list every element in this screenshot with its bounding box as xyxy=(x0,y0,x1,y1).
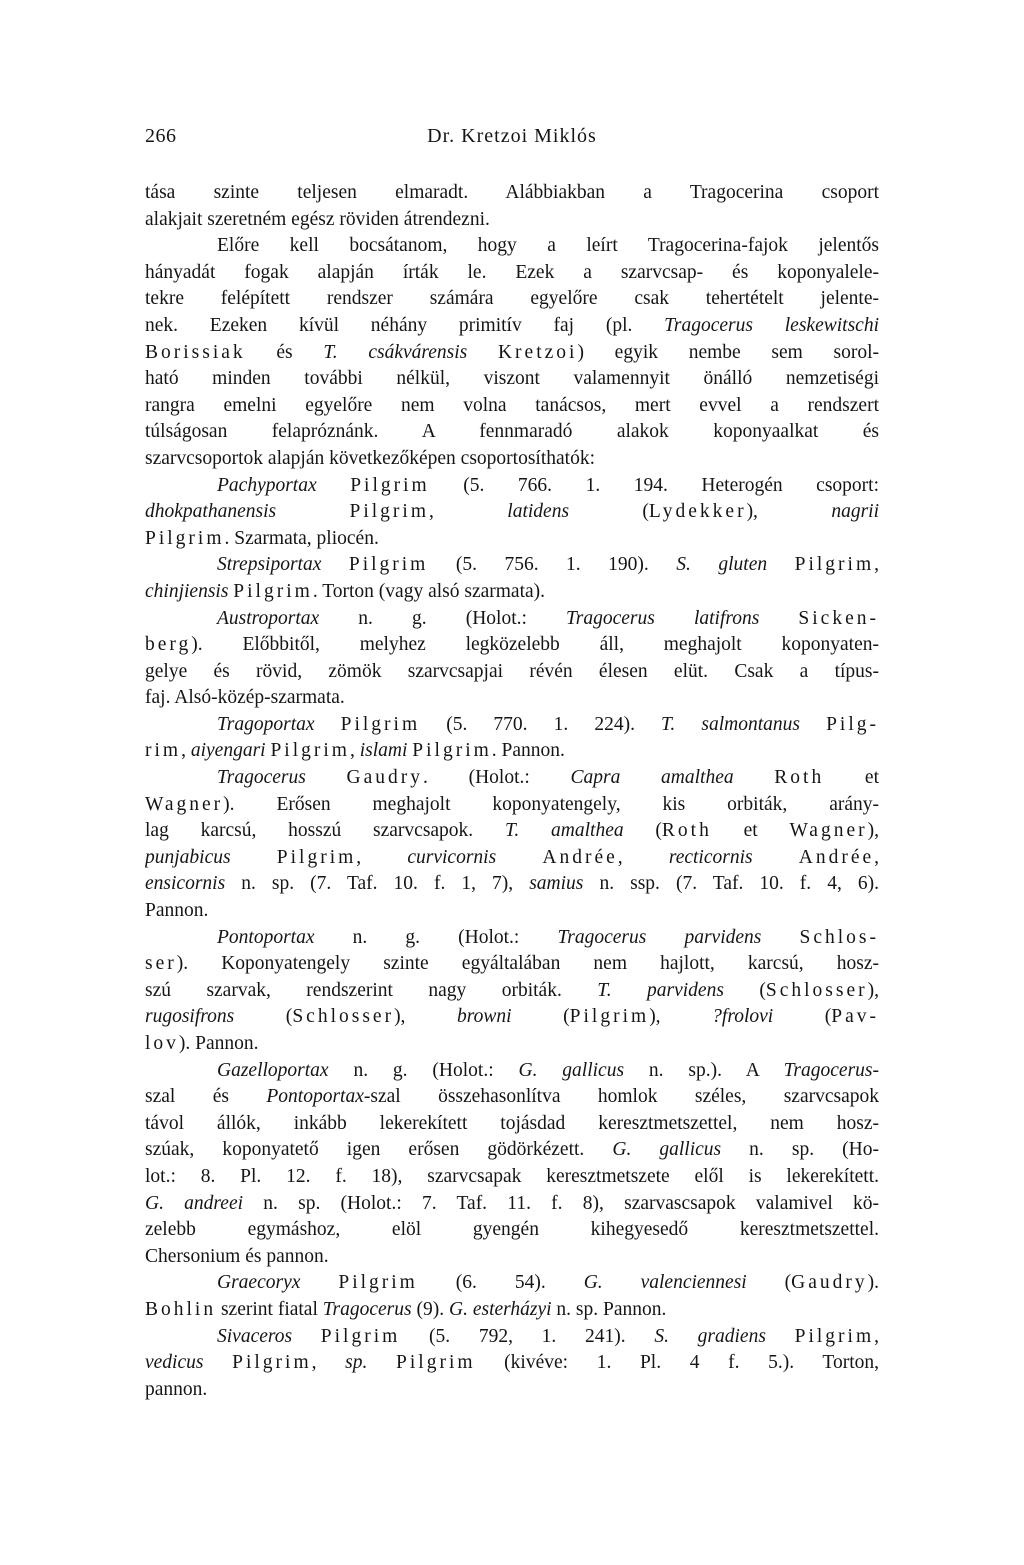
spaced-author-name: Kretzoi xyxy=(497,341,578,363)
spaced-author-name: Pilgrim xyxy=(349,501,429,523)
spaced-author-name: Andrée xyxy=(542,846,618,868)
text-span: ( xyxy=(234,1006,293,1028)
text-span: et xyxy=(824,767,879,789)
paragraph xyxy=(145,925,879,1058)
text-span: . Torton (vagy alsó szarmata). xyxy=(312,580,546,602)
italic-text: ?frolovi xyxy=(712,1006,774,1028)
text-span: ( xyxy=(773,1006,832,1028)
text-span xyxy=(767,554,794,575)
spaced-author-name: Gaudry xyxy=(346,767,424,789)
italic-text: samius xyxy=(529,873,584,895)
text-span: távol állók, inkább lekerekített tojásdad keresztmetszettel, nem hosz- xyxy=(145,1112,879,1134)
text-line xyxy=(145,260,879,287)
italic-text: G. andreei xyxy=(145,1192,244,1214)
italic-text: G. valenciennesi xyxy=(583,1272,747,1294)
italic-text: aiyengari xyxy=(190,740,266,762)
text-span: n. sp.). A xyxy=(624,1059,784,1081)
spaced-author-name: Pilgrim xyxy=(794,1325,875,1347)
running-title: Dr. Kretzoi Miklós xyxy=(427,125,597,147)
text-span: szarvcsoportok alapján következőképen csoportosíthatók: xyxy=(145,447,595,469)
text-span: (5. 756. 1. 190). xyxy=(428,554,677,576)
spaced-author-name: Lydekker xyxy=(648,501,747,523)
spaced-author-name: lov xyxy=(145,1033,179,1054)
text-span: ( xyxy=(569,501,649,523)
text-span xyxy=(800,714,826,735)
text-span: lot.: 8. Pl. 12. f. 18), szarvcsapak keresztmetszete elől is lekerekített. xyxy=(145,1165,879,1187)
text-span: szú szarvak, rendszerint nagy orbiták. xyxy=(145,979,598,1001)
text-line xyxy=(145,606,879,633)
text-line xyxy=(145,1217,879,1244)
italic-text: G. gallicus xyxy=(518,1059,625,1081)
spaced-author-name: Pilgrim xyxy=(794,554,875,576)
text-span xyxy=(315,714,341,735)
text-span: ( xyxy=(746,1272,792,1294)
spaced-author-name: Sicken- xyxy=(798,607,879,629)
spaced-author-name: Pilgrim xyxy=(412,740,492,762)
spaced-author-name: Schlosser xyxy=(765,979,868,1001)
text-span: zelebb egymáshoz, elöl gyengén kihegyesedő keresztmetszettel. xyxy=(145,1219,879,1241)
text-line xyxy=(145,473,879,500)
italic-text: Capra amalthea xyxy=(570,767,734,789)
text-span: , xyxy=(874,554,879,576)
text-span: ( xyxy=(723,979,766,1001)
text-line xyxy=(145,1270,879,1297)
italic-text: Pachyportax xyxy=(217,474,317,496)
text-span: rangra emelni egyelőre nem volna tanácsos, mert evvel a rendszert xyxy=(145,394,879,416)
text-span: n. sp. (Ho- xyxy=(721,1139,879,1161)
text-line xyxy=(145,738,879,765)
text-span: . (Holot.: xyxy=(423,767,571,789)
spaced-author-name: Pilgrim xyxy=(569,1006,650,1028)
paragraph xyxy=(145,1324,879,1404)
text-span: szerint fiatal xyxy=(216,1298,323,1320)
text-line xyxy=(145,951,879,978)
text-line xyxy=(145,659,879,686)
text-line xyxy=(145,765,879,792)
spaced-author-name: Pilg- xyxy=(826,713,879,735)
spaced-author-name: Pilgrim xyxy=(320,1325,401,1347)
italic-text: Strepsiportax xyxy=(217,554,322,576)
text-line xyxy=(145,1350,879,1377)
spaced-author-name: Roth xyxy=(774,767,825,789)
italic-text: rugosifrons xyxy=(145,1006,235,1028)
text-span: ). Előbbitől, melyhez legközelebb áll, meghajolt koponyaten- xyxy=(191,634,879,656)
italic-text: Graecoryx xyxy=(217,1272,301,1294)
text-span: . Pannon. xyxy=(491,740,565,762)
paragraph xyxy=(145,233,879,472)
text-span: faj. Alsó-közép-szarmata. xyxy=(145,687,345,709)
text-line xyxy=(145,1324,879,1351)
text-line xyxy=(145,286,879,313)
text-span: és xyxy=(245,341,324,363)
spaced-author-name: Pilgrim xyxy=(338,1272,418,1294)
text-line xyxy=(145,712,879,739)
text-line xyxy=(145,978,879,1005)
text-line xyxy=(145,1084,879,1111)
text-span: (5. 770. 1. 224). xyxy=(420,713,662,735)
italic-text: browni xyxy=(457,1006,512,1028)
text-line xyxy=(145,419,879,446)
text-line xyxy=(145,552,879,579)
paragraph xyxy=(145,1270,879,1323)
paragraph xyxy=(145,765,879,925)
text-span: n. g. (Holot.: xyxy=(314,926,558,948)
text-line xyxy=(145,499,879,526)
spaced-author-name: Gaudry xyxy=(791,1272,868,1294)
italic-text: sp. xyxy=(345,1352,368,1374)
text-span xyxy=(367,1352,396,1373)
text-span xyxy=(467,342,498,363)
text-line xyxy=(145,233,879,260)
text-line xyxy=(145,685,879,712)
text-span: ). Erősen meghajolt koponyatengely, kis orbiták, arány- xyxy=(223,793,879,815)
text-span: nek. Ezeken kívül néhány primitív faj (pl. xyxy=(145,314,665,336)
italic-text: Tragoportax xyxy=(217,713,315,735)
text-span: ). xyxy=(867,1272,879,1294)
text-line xyxy=(145,340,879,367)
text-span: ), xyxy=(867,979,879,1001)
text-span: hányadát fogak alapján írták le. Ezek a szarvcsap- és koponyalele- xyxy=(145,261,879,283)
spaced-author-name: Pav- xyxy=(831,1006,879,1028)
text-line xyxy=(145,526,879,553)
text-line xyxy=(145,925,879,952)
text-span: Chersonium és pannon. xyxy=(145,1245,329,1267)
italic-text: T. amalthea xyxy=(504,820,624,842)
text-line xyxy=(145,1137,879,1164)
italic-text: S. gluten xyxy=(676,554,768,576)
italic-text: curvicornis xyxy=(407,846,497,868)
text-line xyxy=(145,1004,879,1031)
italic-text: Tragocerus leskewitschi xyxy=(664,314,879,336)
paragraph xyxy=(145,552,879,605)
text-span: , xyxy=(617,846,669,868)
text-span: n. sp. (Holot.: 7. Taf. 11. f. 8), szarvascsapok valamivel kö- xyxy=(243,1192,879,1214)
italic-text: Tragocerus xyxy=(217,767,306,789)
text-span: szal és xyxy=(145,1086,267,1108)
text-span: ható minden további nélkül, viszont valamennyit önálló nemzetiségi xyxy=(145,368,879,390)
italic-text: T. csákvárensis xyxy=(323,341,468,363)
text-span: , xyxy=(356,846,408,868)
spaced-author-name: Pilgrim xyxy=(270,740,350,762)
italic-text: S. gradiens xyxy=(654,1325,766,1347)
spaced-author-name: Schlos- xyxy=(799,926,879,948)
spaced-author-name: Borissiak xyxy=(145,341,246,363)
italic-text: G. gallicus xyxy=(612,1139,722,1161)
text-line xyxy=(145,792,879,819)
italic-text: Sivaceros xyxy=(217,1325,293,1347)
text-line xyxy=(145,632,879,659)
paragraph xyxy=(145,180,879,233)
text-span: ). Pannon. xyxy=(178,1033,259,1054)
italic-text: recticornis xyxy=(668,846,753,868)
text-span xyxy=(300,1272,338,1293)
spaced-author-name: Pilgrim xyxy=(396,1352,476,1374)
text-span xyxy=(321,554,348,575)
text-span: ) egyik nembe sem sorol- xyxy=(577,341,879,363)
text-span: ( xyxy=(511,1006,570,1028)
text-line xyxy=(145,1111,879,1138)
text-line xyxy=(145,393,879,420)
text-span: Előre kell bocsátanom, hogy a leírt Tragocerina-fajok jelentős xyxy=(217,235,879,257)
spaced-author-name: Wagner xyxy=(145,793,224,815)
text-line xyxy=(145,313,879,340)
italic-text: punjabicus xyxy=(145,846,231,868)
text-line xyxy=(145,845,879,872)
spaced-author-name: Pilgrim xyxy=(340,713,421,735)
text-line xyxy=(145,180,879,207)
text-line xyxy=(145,207,879,234)
italic-text: nagrii xyxy=(831,501,879,523)
text-span: ( xyxy=(623,820,662,842)
body-text xyxy=(145,180,879,1403)
text-span xyxy=(292,1326,321,1347)
text-line xyxy=(145,446,879,473)
text-line xyxy=(145,1058,879,1085)
text-span xyxy=(761,927,799,948)
italic-text: ensicornis xyxy=(145,873,226,895)
spaced-author-name: Bohlin xyxy=(145,1298,217,1320)
text-span: tekre felépített rendszer számára egyelőre csak tehertételt jelente- xyxy=(145,288,879,310)
text-span: n. ssp. (7. Taf. 10. f. 4, 6). xyxy=(583,873,879,895)
spaced-author-name: Schlosser xyxy=(292,1006,395,1028)
text-span xyxy=(759,608,798,629)
text-span xyxy=(231,847,277,868)
text-span: ), xyxy=(394,1006,458,1028)
text-span: (5. 792, 1. 241). xyxy=(400,1325,655,1347)
text-span: . Szarmata, pliocén. xyxy=(224,527,379,549)
text-span: tása szinte teljesen elmaradt. Alábbiakban a Tragocerina csoport xyxy=(145,182,879,203)
text-span: (kivéve: 1. Pl. 4 f. 5.). Torton, xyxy=(475,1352,879,1374)
text-span xyxy=(203,1352,232,1373)
italic-text: chinjiensis xyxy=(145,580,229,602)
paragraph xyxy=(145,606,879,712)
text-span: , xyxy=(429,501,508,523)
italic-text: T. parvidens xyxy=(597,979,724,1001)
spaced-author-name: ser xyxy=(145,953,177,975)
text-line xyxy=(145,1297,879,1324)
italic-text: Tragocerus xyxy=(322,1298,412,1320)
text-span: (5. 766. 1. 194. Heterogén csoport: xyxy=(429,474,879,496)
spaced-author-name: Pilgrim xyxy=(350,474,430,496)
italic-text: Pontoportax xyxy=(217,926,315,948)
text-line xyxy=(145,1191,879,1218)
text-span: szúak, koponyatető igen erősen gödörkézett. xyxy=(145,1139,613,1161)
italic-text: Tragocerus- xyxy=(783,1059,879,1081)
italic-text: Pontoportax xyxy=(266,1086,364,1108)
italic-text: Tragocerus latifrons xyxy=(566,607,760,629)
text-span: n. g. (Holot.: xyxy=(319,607,567,629)
text-span: n. sp. (7. Taf. 10. f. 1, 7), xyxy=(225,873,530,895)
italic-text: T. salmontanus xyxy=(661,713,800,735)
text-line xyxy=(145,871,879,898)
text-span: (9). xyxy=(411,1298,449,1320)
spaced-author-name: Pilgrim xyxy=(276,846,357,868)
text-span: ), xyxy=(867,820,879,842)
italic-text: Austroportax xyxy=(217,607,320,629)
text-span: -szal összehasonlítva homlok széles, szarvcsapok xyxy=(363,1086,879,1108)
text-span: et xyxy=(711,820,790,842)
paragraph xyxy=(145,473,879,553)
text-span: (6. 54). xyxy=(417,1272,584,1294)
text-span: , xyxy=(874,846,879,868)
text-line xyxy=(145,818,879,845)
spaced-author-name: berg xyxy=(145,634,192,656)
spaced-author-name: Pilgrim xyxy=(348,554,429,576)
spaced-author-name: Roth xyxy=(661,820,712,842)
text-span: n. sp. Pannon. xyxy=(551,1298,667,1320)
text-line xyxy=(145,579,879,606)
text-span: túlságosan felapróznánk. A fennmaradó alakok koponyaalkat és xyxy=(145,421,879,443)
text-span: Pannon. xyxy=(145,900,209,922)
spaced-author-name: Pilgrim xyxy=(233,580,313,602)
italic-text: Gazelloportax xyxy=(217,1059,329,1081)
text-line xyxy=(145,1377,879,1404)
text-span: ), xyxy=(746,501,832,523)
text-span: n. g. (Holot.: xyxy=(328,1059,519,1081)
text-span xyxy=(276,501,349,522)
text-span: gelye és rövid, zömök szarvcsapjai révén élesen elüt. Csak a típus- xyxy=(145,660,879,682)
paragraph xyxy=(145,1058,879,1271)
italic-text: latidens xyxy=(507,501,570,523)
spaced-author-name: Pilgrim xyxy=(232,1352,312,1374)
text-span: ), xyxy=(649,1006,713,1028)
text-span: alakjait szeretném egész röviden átrendezni. xyxy=(145,208,490,230)
text-line xyxy=(145,1031,879,1058)
spaced-author-name: rim xyxy=(145,740,182,762)
text-line xyxy=(145,366,879,393)
text-span xyxy=(306,767,347,788)
spaced-author-name: Pilgrim xyxy=(145,527,225,549)
text-line xyxy=(145,1244,879,1271)
text-span: pannon. xyxy=(145,1378,208,1400)
text-span: , xyxy=(311,1352,346,1374)
page-header xyxy=(0,125,1024,155)
text-span: lag karcsú, hosszú szarvcsapok. xyxy=(145,820,505,842)
italic-text: vedicus xyxy=(145,1352,204,1374)
text-span: , xyxy=(349,740,360,762)
paragraph xyxy=(145,712,879,765)
text-span: ). Koponyatengely szinte egyáltalában nem hajlott, karcsú, hosz- xyxy=(176,953,879,975)
text-line xyxy=(145,898,879,925)
text-span xyxy=(317,475,351,496)
italic-text: Tragocerus parvidens xyxy=(557,926,762,948)
text-span: , xyxy=(874,1325,879,1347)
text-span xyxy=(734,767,775,788)
italic-text: dhokpathanensis xyxy=(145,501,277,523)
text-span xyxy=(753,847,799,868)
spaced-author-name: Wagner xyxy=(789,820,868,842)
text-span xyxy=(496,847,542,868)
text-span: , xyxy=(181,740,191,762)
italic-text: islami xyxy=(359,740,408,762)
spaced-author-name: Andrée xyxy=(798,846,875,868)
italic-text: G. esterházyi xyxy=(449,1298,552,1320)
text-span xyxy=(766,1326,795,1347)
text-line xyxy=(145,1164,879,1191)
page-number: 266 xyxy=(145,125,177,147)
